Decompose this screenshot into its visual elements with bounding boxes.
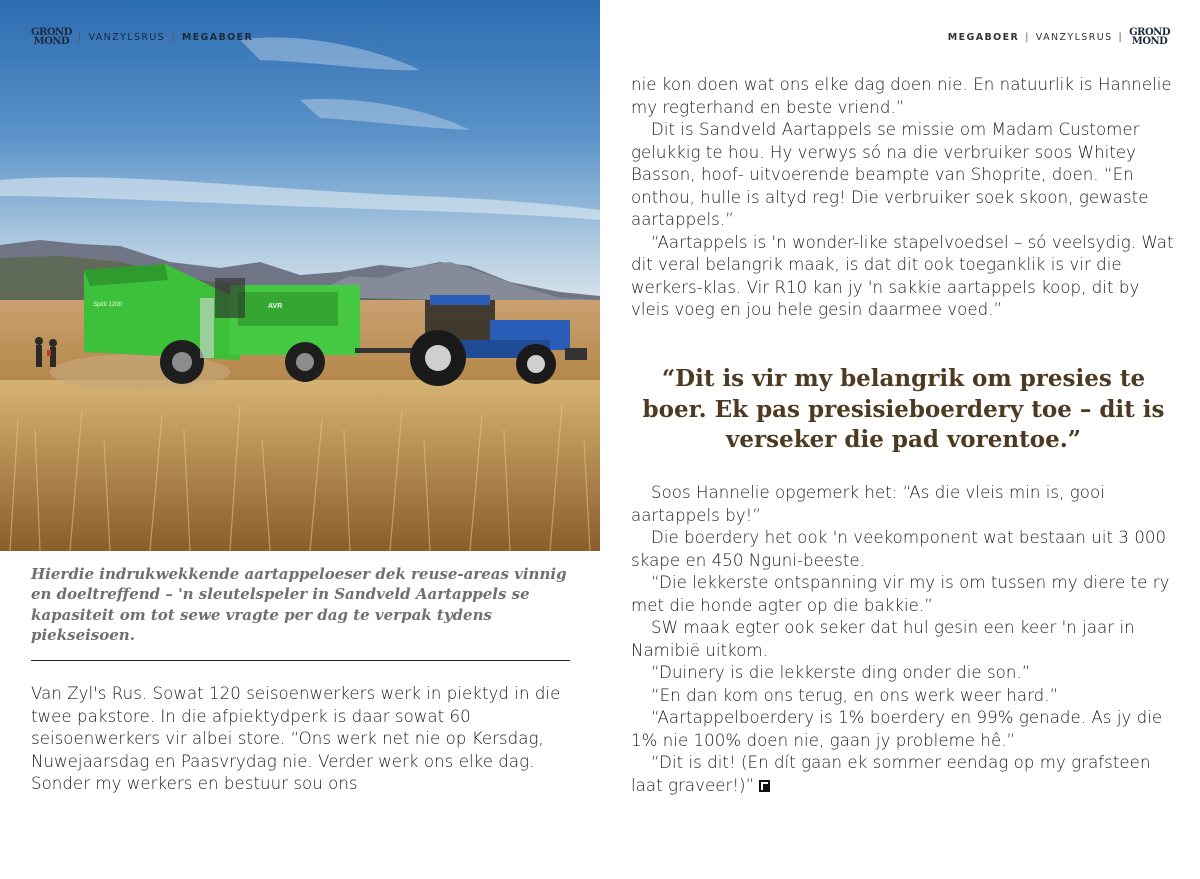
body-paragraph: “Duinery is die lekkerste ding onder die son.” (651, 663, 1031, 682)
body-paragraph: “En dan kom ons terug, en ons werk weer hard.” (651, 685, 1059, 705)
harvester-brand: AVR (268, 303, 283, 310)
header-separator: | (1118, 31, 1124, 43)
header-separator: | (77, 31, 83, 43)
running-header-right (948, 28, 1170, 46)
caption-divider (31, 660, 570, 661)
body-paragraph: “Die lekkerste ontspanning vir my is om tussen my diere te ry met die honde agter op die bakkie.” (631, 573, 1170, 615)
grond-mond-logo: GROND MOND (31, 27, 72, 47)
running-header-left (31, 28, 253, 46)
right-column-bottom (631, 482, 1176, 797)
body-paragraph: nie kon doen wat ons elke dag doen nie. En natuurlik is Hannelie my regterhand en beste vriend.” (631, 75, 1172, 117)
pull-quote: “Dit is vir my belangrik om presies te boer. Ek pas presisieboerdery toe – dit is verseker die pad vorentoe.” (642, 365, 1165, 453)
photo-caption: Hierdie indrukwekkende aartappeloeser dek reuse-areas vinnig en doeltreffend – 'n sleutelspeler in Sandveld Aartappels se kapasiteit om tot sewe vragte per dag te verpak tydens piekseisoen. (31, 565, 567, 644)
body-paragraph: “Aartappels is 'n wonder-like stapelvoedsel – só veelsydig. Wat dit veral belangrik maak, is dat dit ook toeganklik is vir die werkers-klas. Vir R10 kan jy 'n sakkie aartappels koop, dit by vleis voeg en jou hele gesin daarmee voed.” (631, 232, 1174, 319)
left-column (31, 683, 576, 796)
body-paragraph: Van Zyl's Rus. Sowat 120 seisoenwerkers werk in piektyd in die twee pakstore. In die afpiektydperk is daar sowat 60 seisoenwerkers vir albei store. “Ons werk net nie op Kersdag, Nuwejaarsdag en Paasvrydag nie. Verder werk ons elke dag. Sonder my werkers en bestuur sou ons (31, 684, 561, 793)
header-separator: | (1025, 31, 1030, 43)
header-separator: | (171, 31, 176, 43)
body-paragraph: “Aartappelboerdery is 1% boerdery en 99% genade. As jy die 1% nie 100% doen nie, gaan jy probleme hê.” (631, 708, 1163, 750)
right-column-top (631, 74, 1176, 322)
harvest-photo (0, 0, 600, 551)
potato-harvester-photo (0, 0, 600, 551)
header-section-name: VANZYLSRUS (1035, 31, 1113, 43)
header-magazine-section: MEGABOER (181, 31, 254, 43)
end-of-article-icon (759, 780, 770, 792)
header-section-name: VANZYLSRUS (88, 31, 166, 43)
body-paragraph: Dit is Sandveld Aartappels se missie om Madam Customer gelukkig te hou. Hy verwys só na die verbruiker soos Whitey Basson, hoof- uitvoerende beampte van Shoprite, doen. “En onthou, hulle is altyd reg! Die verbruiker soek skoon, gewaste aartappels.” (631, 120, 1149, 229)
grond-mond-logo: GROND MOND (1129, 27, 1170, 47)
body-paragraph: Die boerdery het ook 'n veekomponent wat bestaan uit 3 000 skape en 450 Nguni-beeste. (631, 528, 1167, 570)
body-paragraph: SW maak egter ook seker dat hul gesin een keer 'n jaar in Namibië uitkom. (631, 618, 1135, 660)
body-paragraph-final: “Dit is dit! (En dít gaan ek sommer eendag op my grafsteen laat graveer!)” (631, 753, 1151, 795)
harvester-label: Spirit 1200 (93, 302, 122, 308)
header-magazine-section: MEGABOER (947, 31, 1020, 43)
body-paragraph: Soos Hannelie opgemerk het: “As die vleis min is, gooi aartappels by!” (631, 483, 1105, 525)
